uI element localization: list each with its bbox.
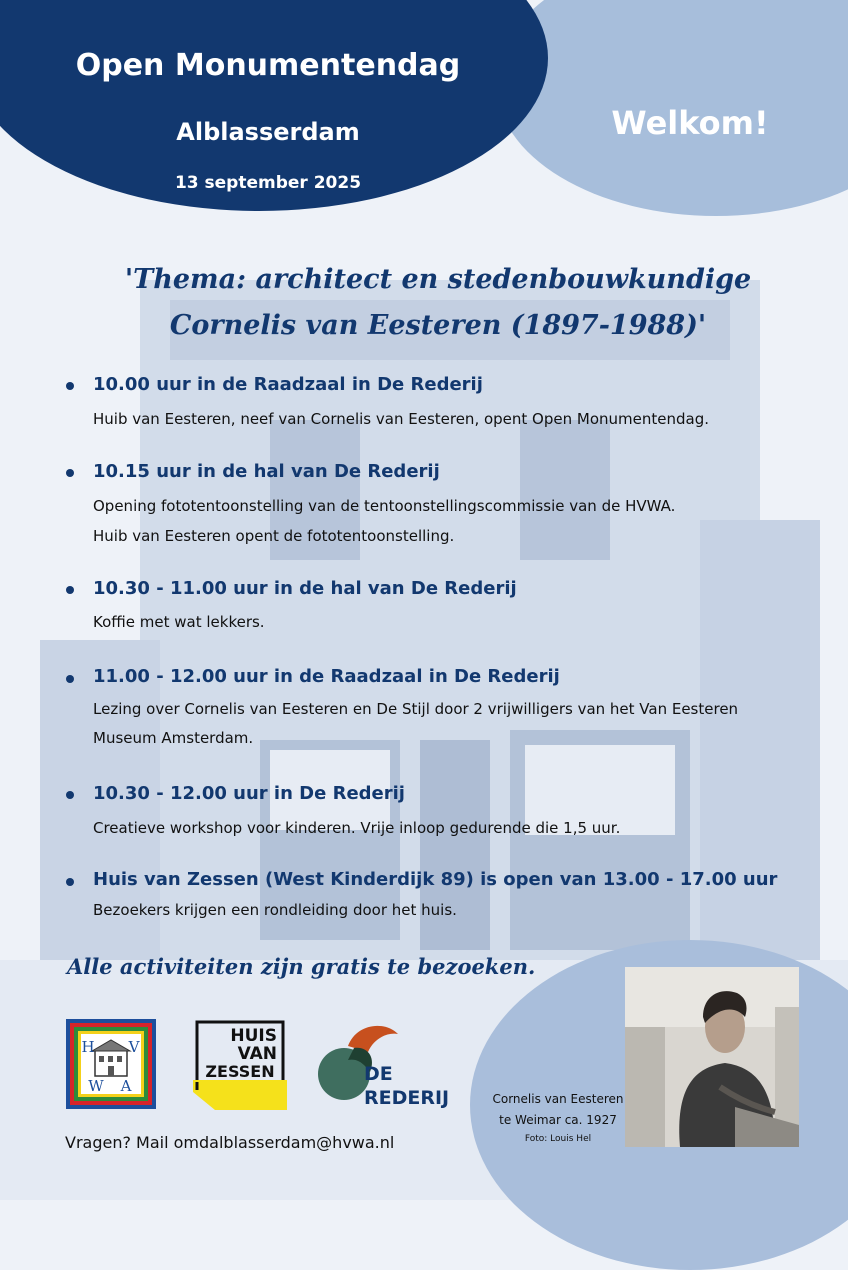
logo-text: HUIS — [230, 1026, 277, 1046]
program-item-line: Koffie met wat lekkers. — [93, 613, 265, 631]
program-item-title: 11.00 - 12.00 uur in de Raadzaal in De Rederij — [93, 666, 560, 687]
bullet-icon — [66, 586, 74, 594]
bullet-icon — [66, 382, 74, 390]
bullet-icon — [66, 878, 74, 886]
event-date: 13 september 2025 — [174, 173, 362, 193]
event-city: Alblasserdam — [176, 118, 360, 146]
event-title: Open Monumentendag — [75, 48, 461, 83]
program-item-line: Huib van Eesteren, neef van Cornelis van Eesteren, opent Open Monumentendag. — [93, 410, 709, 428]
portrait-photo — [625, 967, 799, 1147]
photo-caption-line-2: te Weimar ca. 1927 — [499, 1113, 617, 1127]
bullet-icon — [66, 791, 74, 799]
logo-text: REDERIJ — [364, 1087, 450, 1109]
theme-line-1: 'Thema: architect en stedenbouwkundige — [124, 264, 752, 295]
logo-text: VAN — [237, 1044, 277, 1064]
program-item-title: Huis van Zessen (West Kinderdijk 89) is open van 13.00 - 17.00 uur — [93, 869, 778, 890]
hvwa-logo — [65, 1018, 157, 1110]
photo-caption-line-1: Cornelis van Eesteren — [492, 1092, 624, 1106]
program-item-line: Creatieve workshop voor kinderen. Vrije inloop gedurende die 1,5 uur. — [93, 819, 621, 837]
bullet-icon — [66, 469, 74, 477]
program-item-line: Museum Amsterdam. — [93, 729, 254, 747]
hvwa-letter: V — [128, 1038, 140, 1056]
de-rederij-logo — [318, 1018, 452, 1112]
program-item-title: 10.00 uur in de Raadzaal in De Rederij — [93, 374, 483, 395]
hvwa-letter: H — [81, 1038, 95, 1056]
logo-text: ZESSEN — [205, 1062, 275, 1081]
theme-line-2: Cornelis van Eesteren (1897-1988)' — [169, 310, 707, 341]
program-item-title: 10.15 uur in de hal van De Rederij — [93, 461, 440, 482]
program-item-title: 10.30 - 12.00 uur in De Rederij — [93, 783, 405, 804]
free-activities-note: Alle activiteiten zijn gratis te bezoeken. — [67, 954, 536, 979]
program-item-line: Opening fototentoonstelling van de tentoonstellingscommissie van de HVWA. — [93, 497, 676, 515]
program-item-title: 10.30 - 11.00 uur in de hal van De Rederij — [93, 578, 517, 599]
huis-van-zessen-logo — [193, 1020, 287, 1112]
hvwa-letter: A — [120, 1077, 132, 1095]
contact-email-text: Vragen? Mail omdalblasserdam@hvwa.nl — [65, 1133, 395, 1152]
program-item-line: Bezoekers krijgen een rondleiding door het huis. — [93, 901, 457, 919]
program-item-line: Huib van Eesteren opent de fototentoonstelling. — [93, 527, 455, 545]
program-item-line: Lezing over Cornelis van Eesteren en De Stijl door 2 vrijwilligers van het Van Eesteren — [93, 700, 739, 718]
bullet-icon — [66, 675, 74, 683]
logo-text: DE — [364, 1063, 393, 1085]
photo-credit: Foto: Louis Hel — [524, 1134, 592, 1144]
welcome-text: Welkom! — [611, 104, 769, 142]
hvwa-letter: W — [88, 1077, 104, 1095]
